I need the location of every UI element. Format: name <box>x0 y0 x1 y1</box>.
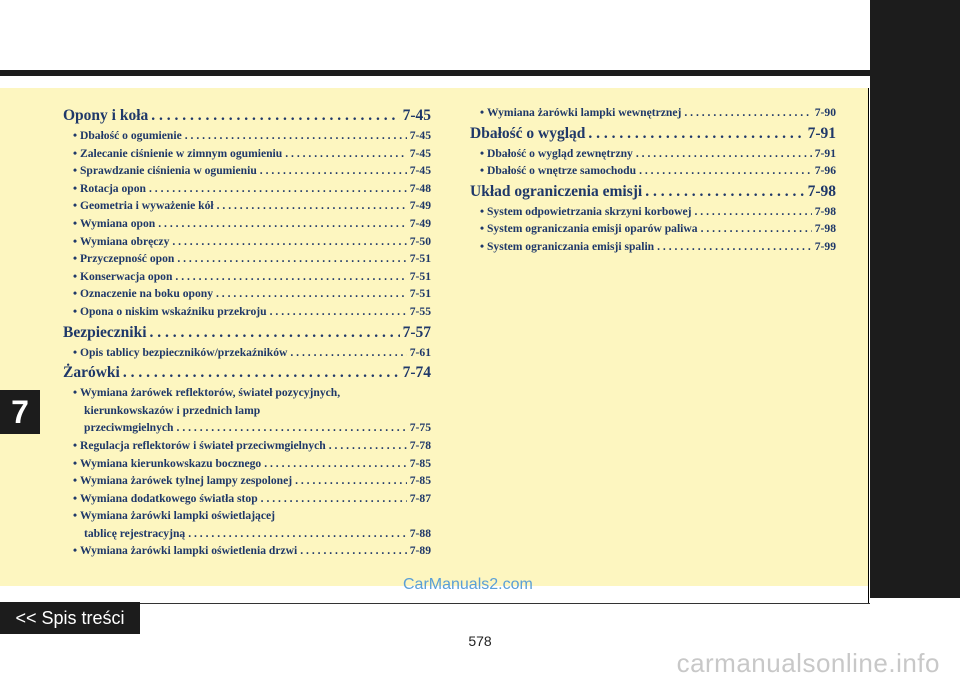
toc-entry-label: • Sprawdzanie ciśnienia w ogumieniu <box>73 162 257 180</box>
toc-entry-label: • Konserwacja opon <box>73 268 172 286</box>
toc-entry-page: 7-85 <box>409 456 431 470</box>
toc-entry-page: 7-49 <box>409 199 431 213</box>
toc-entry-page: 7-78 <box>409 438 431 452</box>
dot-leader <box>149 180 407 198</box>
carmanuals-watermark[interactable]: CarManuals2.com <box>403 576 533 593</box>
toc-entry[interactable] <box>63 162 431 180</box>
toc-entry-label: • Rotacja opon <box>73 180 146 198</box>
toc-entry[interactable] <box>63 250 431 268</box>
dot-leader <box>188 525 407 543</box>
table-of-contents-button[interactable]: << Spis treści <box>0 602 140 634</box>
toc-entry[interactable] <box>470 238 836 256</box>
toc-entry-label: Opony i koła <box>63 107 149 124</box>
page-number: 578 <box>468 633 492 649</box>
chapter-number-tab[interactable]: 7 <box>0 390 40 434</box>
toc-entry-label: • Dbałość o wygląd zewnętrzny <box>480 145 633 163</box>
toc-entry-label: przeciwmgielnych <box>84 421 174 435</box>
dot-leader <box>175 268 406 286</box>
toc-entry-page: 7-99 <box>814 239 836 253</box>
toc-entry-page: 7-91 <box>807 124 836 142</box>
toc-entry-page: 7-45 <box>409 146 431 160</box>
dot-leader <box>300 542 406 560</box>
dot-leader <box>260 162 407 180</box>
toc-entry-page: 7-49 <box>409 216 431 230</box>
toc-entry-label: • Oznaczenie na boku opony <box>73 285 213 303</box>
dot-leader <box>158 215 406 233</box>
toc-entry[interactable] <box>470 162 836 180</box>
toc-entry-page: 7-90 <box>814 106 836 119</box>
toc-entry[interactable] <box>63 455 431 473</box>
toc-section-heading[interactable] <box>63 104 431 127</box>
toc-entry[interactable] <box>63 127 431 145</box>
toc-entry-page: 7-55 <box>409 304 431 318</box>
dot-leader <box>329 437 407 455</box>
dot-leader <box>270 303 407 321</box>
toc-entry-label: • System ograniczania emisji oparów paliwa <box>480 220 698 238</box>
toc-entry[interactable] <box>63 215 431 233</box>
toc-entry[interactable] <box>63 180 431 198</box>
toc-entry-label: • Wymiana obręczy <box>73 233 169 251</box>
toc-entry-label: Żarówki <box>63 364 120 382</box>
toc-entry-page: 7-61 <box>409 345 431 359</box>
toc-entry-page: 7-98 <box>807 182 836 200</box>
toc-entry-page: 7-51 <box>409 252 431 266</box>
dot-leader <box>177 419 407 437</box>
toc-entry[interactable] <box>470 145 836 163</box>
dot-leader <box>264 455 407 473</box>
column-divider <box>868 88 869 604</box>
toc-entry-continued[interactable]: • Wymiana żarówek reflektorów, świateł pozycyjnych, <box>63 384 431 402</box>
toc-section-heading[interactable] <box>470 122 836 145</box>
toc-column-left <box>63 104 431 560</box>
dot-leader <box>295 472 407 490</box>
toc-entry-page: 7-45 <box>409 164 431 178</box>
toc-entry-label: • Opis tablicy bezpieczników/przekaźników <box>73 344 287 362</box>
toc-entry-label: • Regulacja reflektorów i świateł przeciwmgielnych <box>73 437 326 455</box>
toc-entry-page: 7-96 <box>814 164 836 178</box>
toc-entry[interactable] <box>63 437 431 455</box>
dot-leader <box>216 285 407 303</box>
toc-entry-page: 7-48 <box>409 181 431 195</box>
toc-entry-label: • Wymiana opon <box>73 215 155 233</box>
toc-entry-page: 7-75 <box>409 421 431 435</box>
toc-entry[interactable] <box>63 490 431 508</box>
toc-entry-label: • Wymiana kierunkowskazu bocznego <box>73 455 261 473</box>
toc-entry-page: 7-51 <box>409 287 431 301</box>
toc-entry-label: • Przyczepność opon <box>73 250 174 268</box>
toc-entry[interactable] <box>63 145 431 163</box>
toc-entry[interactable] <box>63 542 431 560</box>
toc-entry-page: 7-87 <box>409 491 431 505</box>
toc-entry-label: tablicę rejestracyjną <box>84 526 186 540</box>
toc-entry-page: 7-74 <box>402 364 431 382</box>
toc-entry[interactable] <box>63 268 431 286</box>
toc-entry-continued[interactable]: • Wymiana żarówki lampki oświetlającej <box>63 507 431 525</box>
toc-entry-page: 7-98 <box>814 204 836 218</box>
dot-leader <box>701 220 812 238</box>
toc-entry-page: 7-51 <box>409 269 431 283</box>
toc-entry-label: • Opona o niskim wskaźniku przekroju <box>73 303 267 321</box>
toc-entry-page: 7-57 <box>402 323 431 341</box>
dot-leader <box>185 127 407 145</box>
dot-leader <box>636 145 812 163</box>
toc-entry-label: • Wymiana żarówki lampki wewnętrznej <box>480 104 681 122</box>
dot-leader <box>123 361 400 384</box>
toc-entry-label: • Dbałość o ogumienie <box>73 127 182 145</box>
dot-leader <box>177 250 406 268</box>
toc-entry-label: • Wymiana dodatkowego światła stop <box>73 490 258 508</box>
toc-entry-label: Bezpieczniki <box>63 323 147 341</box>
dot-leader <box>290 344 406 362</box>
toc-section-heading[interactable] <box>63 321 431 344</box>
toc-entry-label: • Dbałość o wnętrze samochodu <box>480 162 636 180</box>
toc-entry[interactable] <box>63 197 431 215</box>
toc-entry-label: Układ ograniczenia emisji <box>470 182 643 200</box>
chapter-tab-bar <box>870 88 960 598</box>
dot-leader <box>639 162 812 180</box>
toc-entry-page: 7-85 <box>409 474 431 488</box>
toc-entry[interactable] <box>470 104 836 122</box>
dot-leader <box>694 203 811 221</box>
toc-entry-page: 7-98 <box>814 222 836 236</box>
dot-leader <box>285 145 407 163</box>
toc-entry-label: • System ograniczania emisji spalin <box>480 238 654 256</box>
toc-section-heading[interactable] <box>470 180 836 203</box>
dot-leader <box>151 104 399 127</box>
toc-entry[interactable] <box>63 233 431 251</box>
dot-leader <box>657 238 812 256</box>
site-watermark: carmanualsonline.info <box>676 648 940 678</box>
dot-leader <box>172 233 406 251</box>
toc-entry-page: 7-45 <box>402 107 431 124</box>
toc-entry[interactable] <box>63 303 431 321</box>
toc-entry[interactable] <box>63 472 431 490</box>
toc-entry-label: • Geometria i wyważenie kół <box>73 197 214 215</box>
toc-entry-page: 7-45 <box>409 129 431 142</box>
toc-entry-label: • System odpowietrzania skrzyni korbowej <box>480 203 691 221</box>
dot-leader <box>261 490 407 508</box>
toc-entry-label: • Zalecanie ciśnienie w zimnym ogumieniu <box>73 145 282 163</box>
toc-entry[interactable] <box>470 220 836 238</box>
toc-entry-label: • Wymiana żarówki lampki oświetlenia drzwi <box>73 542 297 560</box>
toc-entry-label: Dbałość o wygląd <box>470 124 586 142</box>
top-rule <box>0 70 870 76</box>
toc-entry[interactable] <box>63 344 431 362</box>
toc-entry-page: 7-88 <box>409 526 431 540</box>
toc-entry[interactable] <box>63 285 431 303</box>
toc-entry-page: 7-91 <box>814 146 836 160</box>
header-corner-block <box>870 0 960 88</box>
toc-entry-page: 7-89 <box>409 544 431 558</box>
dot-leader <box>588 122 804 145</box>
toc-column-right <box>470 104 836 256</box>
dot-leader <box>645 180 804 203</box>
dot-leader <box>684 104 811 122</box>
dot-leader <box>217 197 407 215</box>
toc-section-heading[interactable] <box>63 361 431 384</box>
toc-entry-label: • Wymiana żarówek tylnej lampy zespolonej <box>73 472 292 490</box>
toc-entry[interactable] <box>63 525 431 543</box>
toc-entry[interactable] <box>63 419 431 437</box>
toc-entry-page: 7-50 <box>409 234 431 248</box>
toc-entry-continued[interactable]: kierunkowskazów i przednich lamp <box>84 403 261 417</box>
toc-entry[interactable] <box>470 203 836 221</box>
dot-leader <box>150 321 400 344</box>
